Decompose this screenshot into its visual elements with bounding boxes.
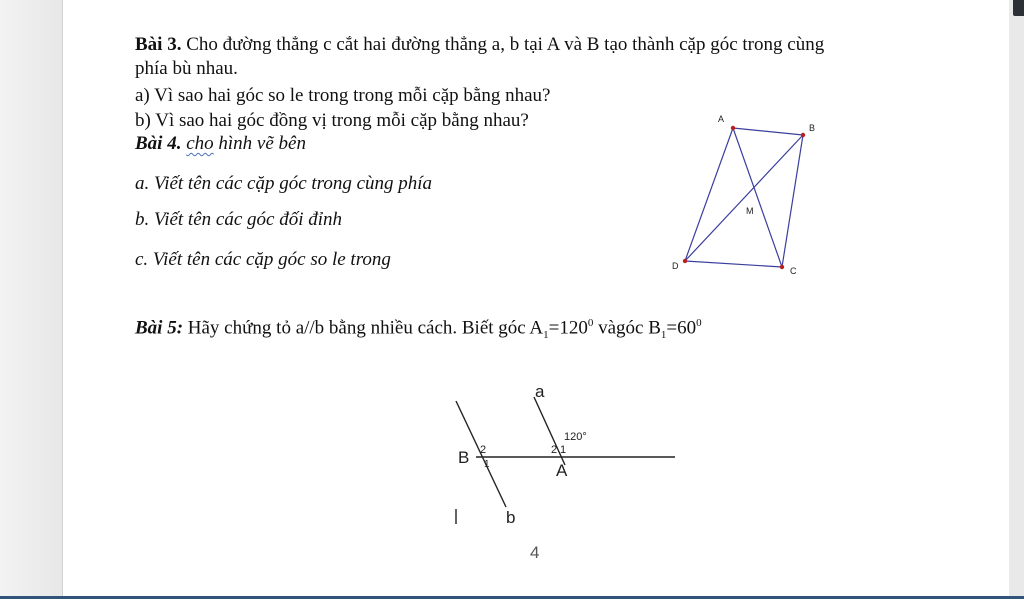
bai4-item-c: c. Viết tên các cặp góc so le trong	[135, 249, 391, 270]
bai3-text: Cho đường thẳng c cắt hai đường thẳng a, b tại A và B tạo thành cặp góc trong cùng	[181, 34, 825, 55]
label-point-a: A	[556, 461, 568, 480]
bai3-line2: phía bù nhau.	[135, 58, 238, 79]
bai5-sub1: 1	[543, 329, 549, 342]
bai5-text: Hãy chứng tỏ a//b bằng nhiều cách. Biết góc A	[183, 317, 544, 339]
label-c: C	[790, 266, 797, 276]
point-c	[780, 265, 784, 269]
bai5-line	[135, 311, 702, 347]
point-a	[731, 126, 735, 130]
bai4-item-b: b. Viết tên các góc đối đỉnh	[135, 209, 343, 230]
bai5-mid: vàgóc B	[593, 317, 661, 339]
point-d	[683, 259, 687, 263]
segment-bd	[685, 135, 803, 261]
left-margin	[0, 0, 63, 599]
segment-dc	[685, 261, 782, 267]
bai5-sup2: 0	[696, 317, 702, 329]
label-b-angle2: 2	[480, 444, 487, 456]
label-line-a: a	[535, 382, 545, 401]
label-line-b: b	[506, 508, 516, 527]
bai5-sup1: 0	[587, 317, 594, 329]
segment-ab	[733, 128, 803, 135]
segment-ad	[685, 128, 733, 261]
bai5-figure	[440, 375, 690, 535]
label-angle-120: 120°	[564, 431, 587, 443]
vertical-scrollbar[interactable]	[1009, 0, 1024, 599]
bai5-eq2: =60	[666, 317, 697, 339]
bai4-intro: hình vẽ bên	[213, 133, 306, 154]
page-number: 4	[530, 543, 540, 562]
bai4-item-a: a. Viết tên các cặp góc trong cùng phía	[135, 173, 433, 194]
bai5-eq1: =120	[548, 317, 588, 339]
bai5-title: Bài 5:	[135, 317, 184, 339]
bai4-spellcheck-word: cho	[186, 133, 214, 154]
bai4-heading	[135, 132, 306, 156]
bai4-title: Bài 4.	[135, 133, 182, 154]
label-b: B	[809, 123, 816, 133]
bai3-part-b: b) Vì sao hai góc đồng vị trong mỗi cặp bằng nhau?	[135, 110, 529, 131]
label-a-angle2: 2	[551, 444, 558, 456]
point-b	[801, 133, 805, 137]
bai3-part-a: a) Vì sao hai góc so le trong trong mỗi cặp bằng nhau?	[135, 85, 551, 106]
label-b-angle1: 1	[484, 459, 490, 470]
bai3-line1	[135, 33, 824, 57]
label-d: D	[672, 261, 679, 271]
label-m: M	[746, 206, 754, 216]
bai5-sub2: 1	[660, 329, 667, 342]
scrollbar-thumb[interactable]	[1013, 0, 1024, 16]
bai3-title: Bài 3.	[135, 34, 182, 55]
label-a: A	[718, 114, 725, 124]
label-a-angle1: 1	[560, 444, 567, 456]
label-point-b: B	[458, 448, 470, 467]
bai4-figure	[660, 105, 820, 285]
segment-ac	[733, 128, 782, 267]
